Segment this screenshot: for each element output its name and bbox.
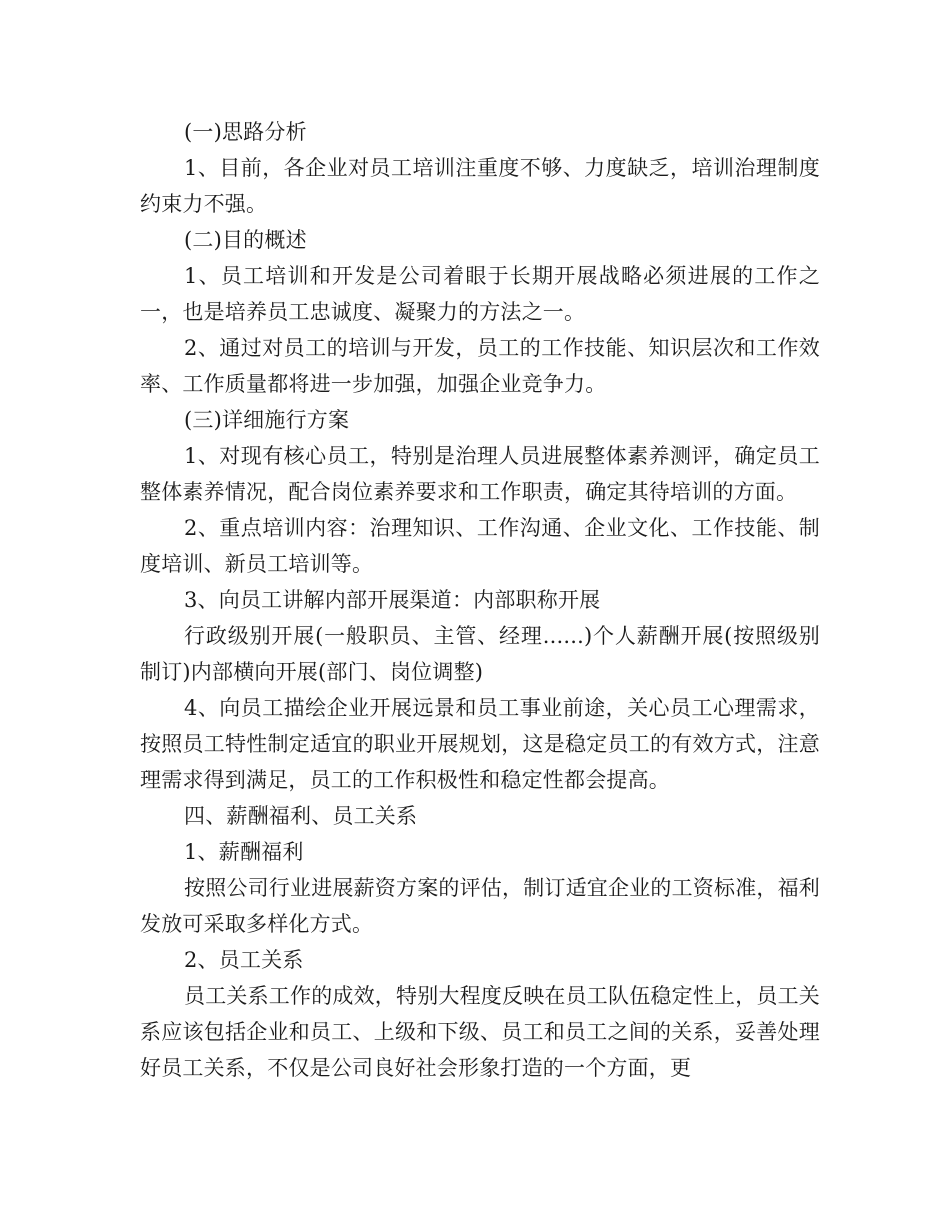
paragraph-plan-3-detail: 行政级别开展(一般职员、主管、经理......)个人薪酬开展(按照级别制订)内部横向开展(部门、岗位调整) (140, 624, 820, 684)
heading-approach-analysis: (一)思路分析 (184, 120, 307, 144)
subheading-employee-relations: 2、员工关系 (184, 948, 304, 972)
paragraph-employee-relations: 员工关系工作的成效，特别大程度反映在员工队伍稳定性上，员工关系应该包括企业和员工、上级和下级、员工和员工之间的关系，妥善处理好员工关系，不仅是公司良好社会形象打造的一个方面，更 (140, 984, 820, 1080)
paragraph-plan-4: 4、向员工描绘企业开展远景和员工事业前途，关心员工心理需求，按照员工特性制定适宜的职业开展规划，这是稳定员工的有效方式，注意理需求得到满足，员工的工作积极性和稳定性都会提高。 (140, 696, 820, 792)
heading-implementation-plan: (三)详细施行方案 (184, 408, 350, 432)
paragraph-plan-2: 2、重点培训内容：治理知识、工作沟通、企业文化、工作技能、制度培训、新员工培训等。 (140, 516, 820, 576)
paragraph-current-situation: 1、目前，各企业对员工培训注重度不够、力度缺乏，培训治理制度约束力不强。 (140, 156, 820, 216)
heading-compensation-relations: 四、薪酬福利、员工关系 (184, 804, 418, 828)
paragraph-plan-3: 3、向员工讲解内部开展渠道：内部职称开展 (184, 588, 601, 612)
paragraph-plan-1: 1、对现有核心员工，特别是治理人员进展整体素养测评，确定员工整体素养情况，配合岗位素养要求和工作职责，确定其待培训的方面。 (140, 444, 820, 504)
heading-purpose-overview: (二)目的概述 (184, 228, 307, 252)
paragraph-purpose-1: 1、员工培训和开发是公司着眼于长期开展战略必须进展的工作之一，也是培养员工忠诚度、凝聚力的方法之一。 (140, 264, 820, 324)
paragraph-compensation: 按照公司行业进展薪资方案的评估，制订适宜企业的工资标准，福利发放可采取多样化方式。 (140, 876, 820, 936)
paragraph-purpose-2: 2、通过对员工的培训与开发，员工的工作技能、知识层次和工作效率、工作质量都将进一步加强，加强企业竞争力。 (140, 336, 820, 396)
document-body (140, 114, 820, 1086)
subheading-compensation: 1、薪酬福利 (184, 840, 304, 864)
